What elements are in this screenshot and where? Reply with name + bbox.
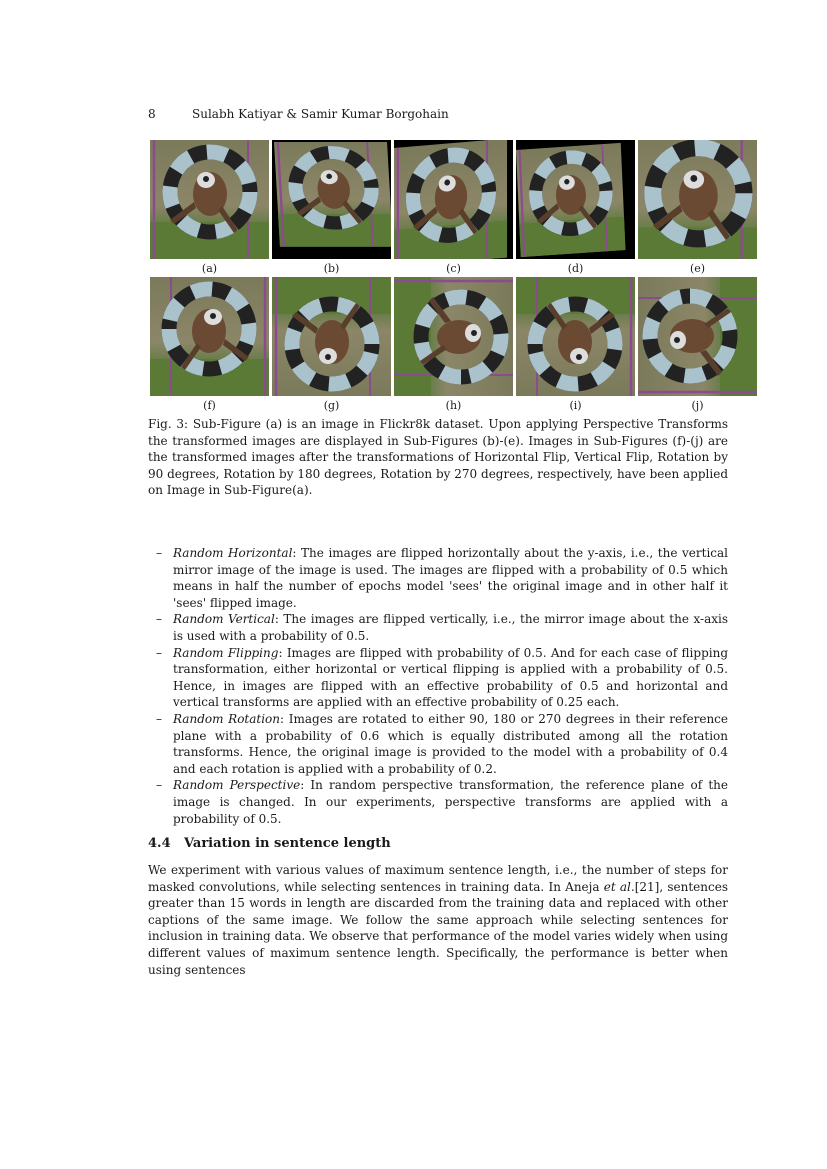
figure-caption: Fig. 3: Sub-Figure (a) is an image in Flickr8k dataset. Upon applying Perspective Transforms the transformed images are displayed in Sub-Figures (b)-(e). Images in Sub-Figures (f)-(j) are the transformed images after the transformations of Horizontal Flip, Vertical Flip, Rotation by 90 degrees, Rotation by 180 degrees, Rotation by 270 degrees, respectively, have been applied on Image in Sub-Figure(a). <box>148 417 728 498</box>
subfigure-label: (f) <box>203 399 216 412</box>
subfigure-image-f <box>150 277 269 396</box>
list-item-text: : The images are flipped horizontally about the y-axis, i.e., the vertical mirror image of the image is used. The images are flipped with a probability of 0.5 which means in half the number of epochs model 'sees' the original image and in other half it 'sees' flipped image. <box>173 546 729 610</box>
subfigure-image-e <box>638 140 757 259</box>
list-item-term: Random Vertical <box>173 612 275 627</box>
subfigure-label: (d) <box>567 262 584 275</box>
augmentation-list <box>148 545 728 827</box>
subfigure-d <box>516 140 635 277</box>
subfigure-i <box>516 277 635 414</box>
list-item: – Random Horizontal: The images are flipped horizontally about the y-axis, i.e., the vertical mirror image of the image is used. The images are flipped with a probability of 0.5 which means in half the number of epochs model 'sees' the original image and in other half it 'sees' flipped image. <box>156 546 729 610</box>
subfigure-image-c <box>394 140 513 259</box>
list-item: – Random Flipping: Images are flipped with probability of 0.5. And for each case of flipping transformation, either horizontal or vertical flipping is applied with a probability of 0.5. Hence, in images are flipped with an effective probability of 0.5 and horizontal and vertical transforms are applied with an effective probability of 0.25 each. <box>156 645 729 710</box>
subfigure-label: (j) <box>691 399 704 412</box>
subfigure-f <box>150 277 269 414</box>
list-item-text: : The images are flipped vertically, i.e., the mirror image about the x-axis is used with a probability of 0.5. <box>173 612 729 643</box>
subfigure-label: (b) <box>323 262 340 275</box>
subfigure-image-i <box>516 277 635 396</box>
subfigure-image-d <box>516 140 635 259</box>
subfigure-c <box>394 140 513 277</box>
section-heading <box>148 836 391 851</box>
section-title: Variation in sentence length <box>184 836 391 851</box>
list-item: – Random Rotation: Images are rotated to either 90, 180 or 270 degrees in their reference plane with a probability of 0.6 which is equally distributed among all the rotation transforms. Hence, the original image is provided to the model with a probability of 0.4 and each rotation is applied with a probability of 0.2. <box>156 711 728 776</box>
paragraph-text-before: We experiment with various values of maximum sentence length, i.e., the number of steps for masked convolutions, while selecting sentences in training data. In Aneja <box>148 863 728 894</box>
paragraph-etal: et al. <box>603 879 635 894</box>
page-number: 8 <box>148 107 156 121</box>
list-item-term: Random Perspective <box>173 778 301 793</box>
subfigure-image-b <box>272 140 391 259</box>
list-item-text: : Images are rotated to either 90, 180 or 270 degrees in their reference plane with a probability of 0.6 which is equally distributed among all the rotation transforms. Hence, the original image is provided to the model with a probability of 0.4 and each rotation is applied with a probability of 0.2. <box>173 711 728 776</box>
figure-row-2 <box>150 277 757 414</box>
subfigure-label: (a) <box>201 262 218 275</box>
subfigure-e <box>638 140 757 277</box>
subfigure-label: (i) <box>569 399 582 412</box>
subfigure-image-h <box>394 277 513 396</box>
section-number: 4.4 <box>148 836 171 851</box>
subfigure-g <box>272 277 391 414</box>
body-paragraph <box>148 862 728 978</box>
subfigure-image-j <box>638 277 757 396</box>
paragraph-text-after: [21], sentences greater than 15 words in length are discarded from the training data and replaced with other captions of the same image. We follow the same approach while selecting sentences for inclusion in training data. We observe that performance of the model varies widely when using different values of maximum sentence length. Specifically, the performance is better when using sentences <box>148 879 728 977</box>
list-item-text: : In random perspective transformation, the reference plane of the image is changed. In our experiments, perspective transforms are applied with a probability of 0.5. <box>173 778 728 826</box>
figure-row-1 <box>150 140 757 277</box>
subfigure-image-g <box>272 277 391 396</box>
figure-3 <box>150 140 757 414</box>
subfigure-h <box>394 277 513 414</box>
subfigure-j <box>638 277 757 414</box>
list-item: – Random Vertical: The images are flipped vertically, i.e., the mirror image about the x-axis is used with a probability of 0.5. <box>156 612 729 643</box>
subfigure-a <box>150 140 269 277</box>
author-line: Sulabh Katiyar & Samir Kumar Borgohain <box>192 107 449 121</box>
subfigure-label: (c) <box>446 262 461 275</box>
subfigure-image-a <box>150 140 269 259</box>
list-item-term: Random Horizontal <box>173 546 293 560</box>
subfigure-label: (e) <box>689 262 706 275</box>
subfigure-b <box>272 140 391 277</box>
list-item-term: Random Rotation <box>173 711 281 726</box>
page-header <box>148 107 449 121</box>
subfigure-label: (h) <box>445 399 462 412</box>
list-item-text: : Images are flipped with probability of 0.5. And for each case of flipping transformation, either horizontal or vertical flipping is applied with a probability of 0.5. Hence, in images are flipped with an effective probability of 0.5 and horizontal and vertical transforms are applied with an effective probability of 0.25 each. <box>173 645 729 710</box>
list-item: – Random Perspective: In random perspective transformation, the reference plane of the image is changed. In our experiments, perspective transforms are applied with a probability of 0.5. <box>156 778 728 826</box>
subfigure-label: (g) <box>323 399 340 412</box>
list-item-term: Random Flipping <box>173 645 279 660</box>
